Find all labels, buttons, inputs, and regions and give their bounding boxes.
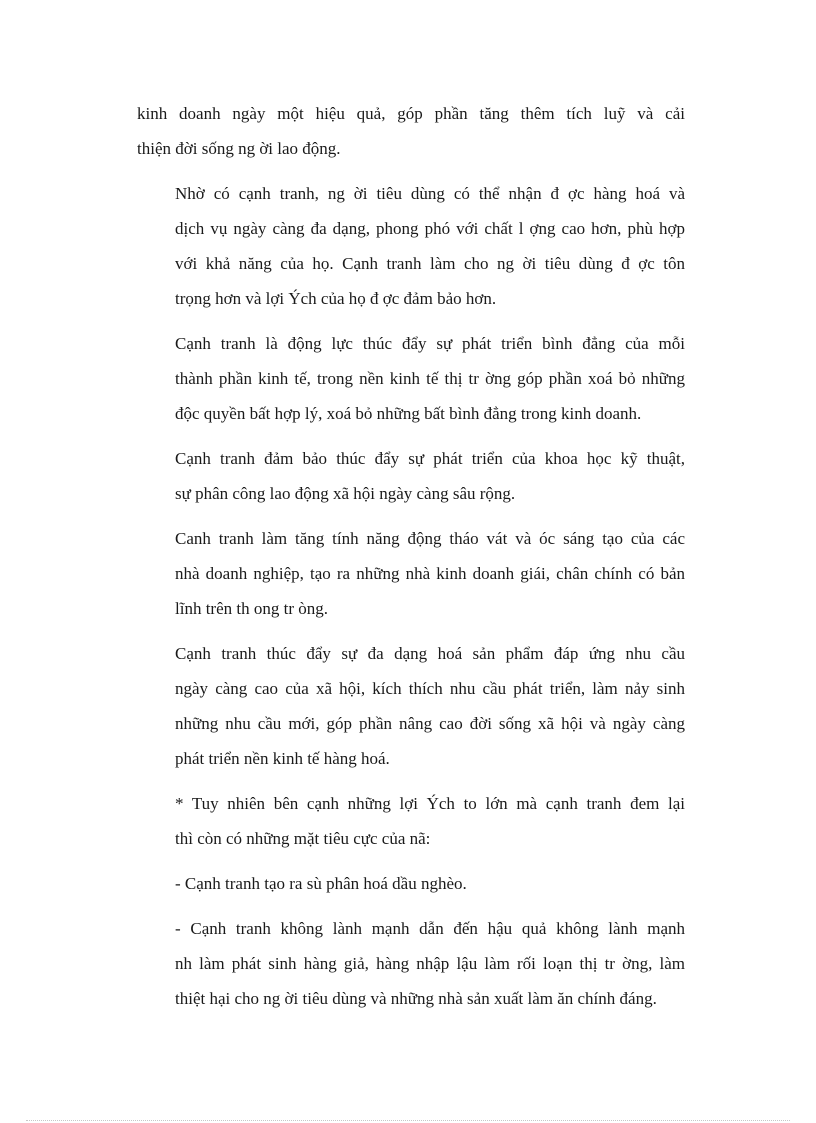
paragraph-line: kinh doanh ngày một hiệu quả, góp phần tăng thêm tích luỹ và cải xyxy=(137,104,685,123)
paragraph-line: - Cạnh tranh không lành mạnh dẫn đến hậu quả không lành mạnh xyxy=(175,919,685,938)
paragraph-line: nh làm phát sinh hàng giả, hàng nhập lậu làm rối loạn thị tr ờng, làm xyxy=(175,954,685,973)
paragraph-line: lĩnh trên th ong tr òng. xyxy=(175,599,328,618)
paragraph-line: thì còn có những mặt tiêu cực của nã: xyxy=(175,829,431,848)
paragraph-7 xyxy=(137,786,685,856)
paragraph-line: trọng hơn và lợi Ých của họ đ ợc đảm bảo hơn. xyxy=(175,289,497,308)
paragraph-line: Cạnh tranh là động lực thúc đẩy sự phát triển bình đẳng của mỗi xyxy=(175,334,685,353)
paragraph-3 xyxy=(137,326,685,431)
document-body xyxy=(137,96,685,1026)
paragraph-line: Cạnh tranh thúc đẩy sự đa dạng hoá sản phẩm đáp ứng nhu cầu xyxy=(175,644,685,663)
paragraph-line: * Tuy nhiên bên cạnh những lợi Ých to lớn mà cạnh tranh đem lại xyxy=(175,794,685,813)
paragraph-line: thiệt hại cho ng ời tiêu dùng và những nhà sản xuất làm ăn chính đáng. xyxy=(175,989,657,1008)
paragraph-line: Canh tranh làm tăng tính năng động tháo vát và óc sáng tạo của các xyxy=(175,529,685,548)
paragraph-line: độc quyền bất hợp lý, xoá bỏ những bất bình đẳng trong kinh doanh. xyxy=(175,404,642,423)
paragraph-line: ngày càng cao của xã hội, kích thích nhu cầu phát triển, làm nảy sinh xyxy=(175,679,685,698)
paragraph-1 xyxy=(137,96,685,166)
paragraph-8 xyxy=(137,866,685,901)
paragraph-line: nhà doanh nghiệp, tạo ra những nhà kinh doanh giái, chân chính có bản xyxy=(175,564,685,583)
page-bottom-divider xyxy=(26,1120,790,1121)
paragraph-line: phát triển nền kinh tế hàng hoá. xyxy=(175,749,390,768)
paragraph-5 xyxy=(137,521,685,626)
paragraph-line: những nhu cầu mới, góp phần nâng cao đời sống xã hội và ngày càng xyxy=(175,714,685,733)
paragraph-line: thành phần kinh tế, trong nền kinh tế thị tr ờng góp phần xoá bỏ những xyxy=(175,369,685,388)
paragraph-line: thiện đời sống ng ời lao động. xyxy=(137,139,341,158)
paragraph-2 xyxy=(137,176,685,316)
paragraph-line: dịch vụ ngày càng đa dạng, phong phó với chất l ợng cao hơn, phù hợp xyxy=(175,219,685,238)
paragraph-line: với khả năng của họ. Cạnh tranh làm cho ng ời tiêu dùng đ ợc tôn xyxy=(175,254,685,273)
paragraph-line: sự phân công lao động xã hội ngày càng sâu rộng. xyxy=(175,484,516,503)
paragraph-line: - Cạnh tranh tạo ra sù phân hoá dầu nghèo. xyxy=(175,874,467,893)
paragraph-4 xyxy=(137,441,685,511)
paragraph-6 xyxy=(137,636,685,776)
paragraph-line: Cạnh tranh đảm bảo thúc đẩy sự phát triển của khoa học kỹ thuật, xyxy=(175,449,685,468)
paragraph-line: Nhờ có cạnh tranh, ng ời tiêu dùng có thể nhận đ ợc hàng hoá và xyxy=(175,184,685,203)
paragraph-9 xyxy=(137,911,685,1016)
